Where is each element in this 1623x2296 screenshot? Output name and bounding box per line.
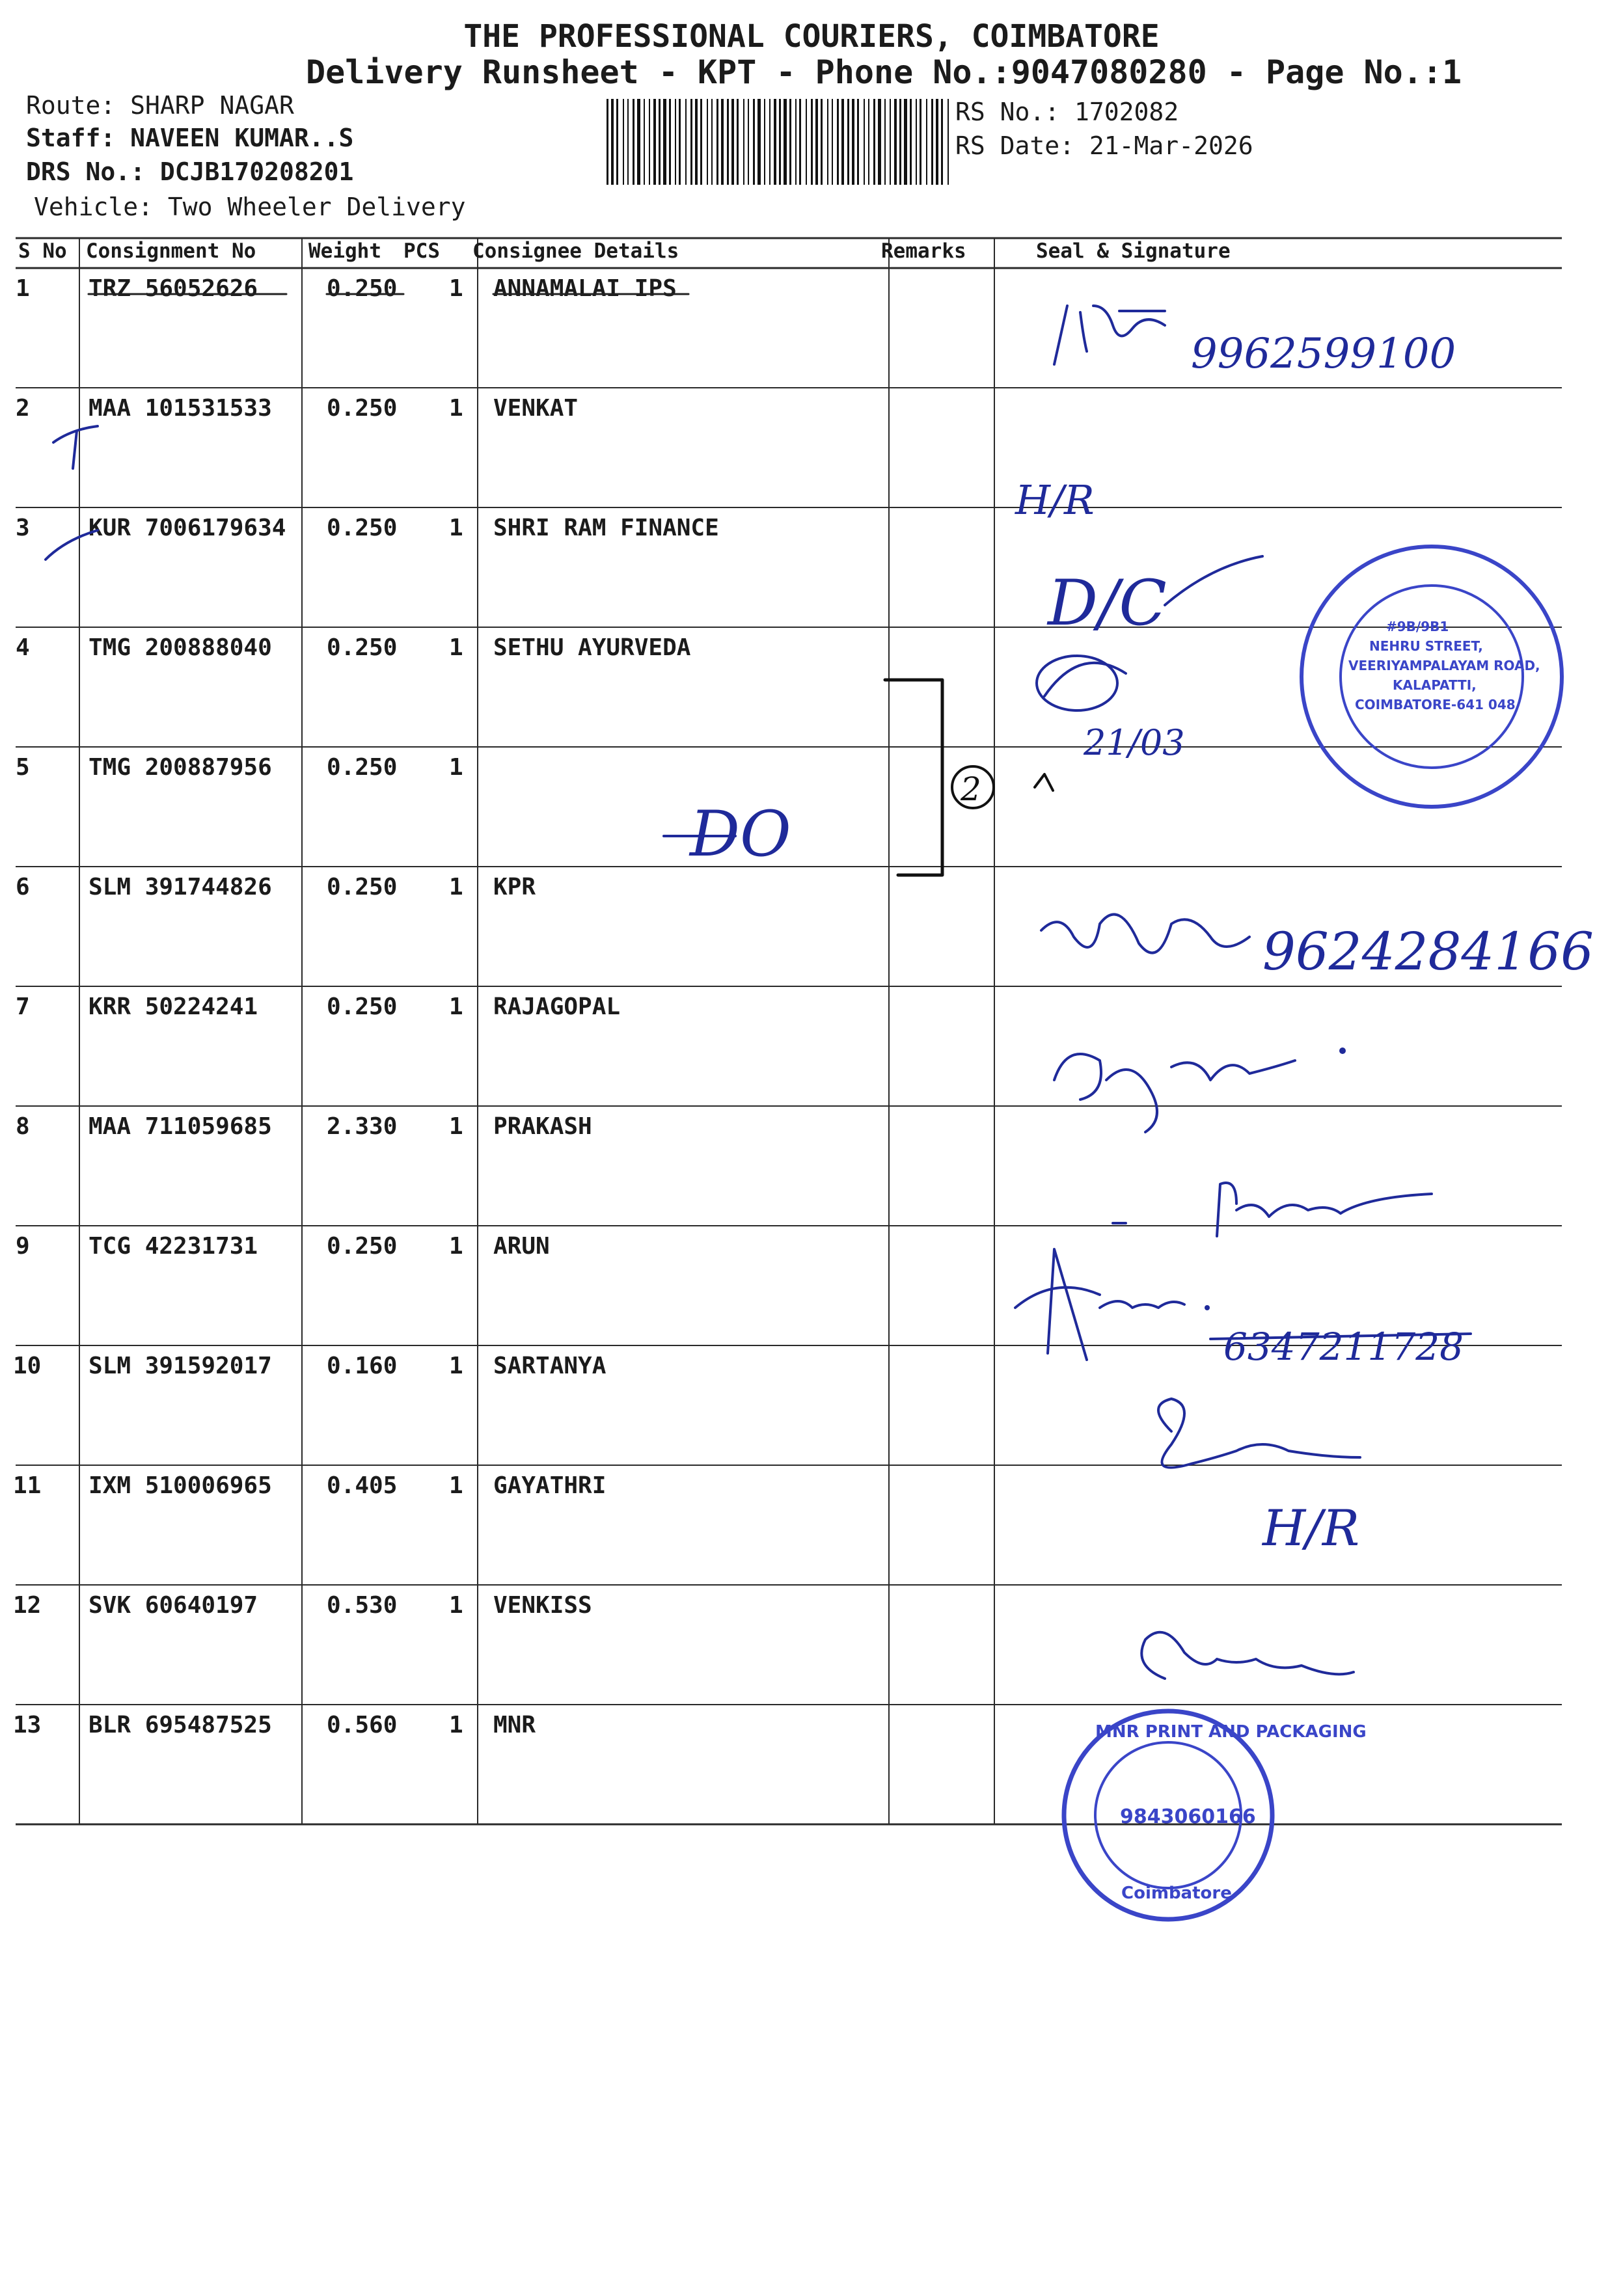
header-consignee: Consignee Details — [472, 239, 679, 263]
vehicle-line — [34, 193, 465, 221]
staff-label: Staff: — [26, 124, 116, 152]
row-sno: 1 — [16, 275, 30, 302]
sheet-title: THE PROFESSIONAL COURIERS, COIMBATORE — [463, 18, 1160, 55]
hospital-stamp-line-2: NEHRU STREET, — [1369, 638, 1483, 654]
signature-9 — [1015, 1249, 1184, 1360]
row-consignment: IXM 510006965 — [89, 1472, 272, 1499]
row-pcs: 1 — [449, 1472, 463, 1499]
tick-mark-2 — [53, 426, 98, 468]
signature-6 — [1041, 914, 1249, 952]
row-pcs: 1 — [449, 1712, 463, 1738]
row-consignment: SLM 391592017 — [89, 1353, 272, 1379]
rs-date-label: RS Date: — [955, 131, 1075, 160]
header-sno: S No — [18, 239, 67, 263]
phone-1: 9962599100 — [1191, 330, 1456, 378]
row-weight: 0.250 — [327, 993, 398, 1020]
signature-7 — [1054, 1054, 1295, 1132]
phone-9-underline — [1210, 1334, 1471, 1339]
signature-1 — [1054, 306, 1165, 364]
circle-mark — [952, 766, 994, 808]
row-pcs: 1 — [449, 993, 463, 1020]
signature-10 — [1158, 1399, 1360, 1468]
row-sno: 2 — [16, 395, 30, 422]
note-5: DO — [690, 798, 791, 871]
row-pcs: 1 — [449, 1233, 463, 1260]
row-consignment: SVK 60640197 — [89, 1592, 258, 1619]
row-pcs: 1 — [449, 1113, 463, 1140]
row-pcs: 1 — [449, 395, 463, 422]
barcode-icon — [605, 99, 950, 185]
header-remarks: Remarks — [881, 239, 966, 263]
route-label: Route: — [26, 91, 116, 120]
rs-date-value: 21-Mar-2026 — [1089, 131, 1253, 160]
row-consignee: ARUN — [493, 1233, 550, 1260]
hospital-stamp-line-3: VEERIYAMPALAYAM ROAD, — [1348, 658, 1540, 673]
mnr-stamp-title: MNR PRINT AND PACKAGING — [1095, 1722, 1367, 1742]
row-pcs: 1 — [449, 515, 463, 541]
note-2: H/R — [1015, 476, 1095, 524]
row-consignee: RAJAGOPAL — [493, 993, 621, 1020]
row-consignee: MNR — [493, 1712, 536, 1738]
rs-no-value: 1702082 — [1074, 98, 1179, 126]
phone-9: 6347211728 — [1223, 1325, 1464, 1369]
vehicle-label: Vehicle: — [34, 193, 154, 221]
row-pcs: 1 — [449, 634, 463, 661]
row-consignment: TRZ 56052626 — [89, 275, 258, 302]
row-consignment: MAA 711059685 — [89, 1113, 272, 1140]
row-pcs: 1 — [449, 754, 463, 781]
row-weight: 0.530 — [327, 1592, 398, 1619]
row-pcs: 1 — [449, 874, 463, 900]
date-4: 21/03 — [1084, 722, 1185, 763]
row-weight: 0.250 — [327, 754, 398, 781]
header-seal-signature: Seal & Signature — [1036, 239, 1231, 263]
rs-no-line — [955, 98, 1179, 126]
row-dividers — [16, 238, 1562, 1824]
route-line — [26, 91, 294, 120]
row-consignment: MAA 101531533 — [89, 395, 272, 422]
header-consignment: Consignment No — [86, 239, 256, 263]
row-consignee: GAYATHRI — [493, 1472, 607, 1499]
row-sno: 7 — [16, 993, 30, 1020]
row-consignment: SLM 391744826 — [89, 874, 272, 900]
row-weight: 0.250 — [327, 515, 398, 541]
hospital-stamp-line-5: COIMBATORE-641 048 — [1355, 697, 1516, 712]
signature-8 — [1217, 1183, 1432, 1236]
row-weight: 2.330 — [327, 1113, 398, 1140]
note-3: D/C — [1048, 567, 1167, 640]
row-weight: 0.250 — [327, 275, 398, 302]
row-weight: 0.250 — [327, 1233, 398, 1260]
row-pcs: 1 — [449, 275, 463, 302]
circle-mark-number: 2 — [961, 770, 981, 808]
row-weight: 0.160 — [327, 1353, 398, 1379]
row-consignee: SARTANYA — [493, 1353, 607, 1379]
initials-4 — [1044, 663, 1126, 696]
row-sno: 8 — [16, 1113, 30, 1140]
column-dividers — [79, 238, 994, 1824]
signature-12 — [1141, 1632, 1354, 1679]
row-weight: 0.250 — [327, 874, 398, 900]
row-weight: 0.250 — [327, 395, 398, 422]
header-weight: Weight — [308, 239, 381, 263]
sheet-subtitle: Delivery Runsheet - KPT - Phone No.:9047080280 - Page No.:1 — [306, 53, 1462, 91]
staff-value: NAVEEN KUMAR..S — [130, 124, 354, 152]
row-sno: 4 — [16, 634, 30, 661]
drs-line — [26, 157, 353, 186]
signature-3-tail — [1165, 556, 1262, 605]
hospital-stamp-line-4: KALAPATTI, — [1393, 677, 1477, 693]
hospital-stamp-line-1: #9B/9B1 — [1386, 619, 1449, 634]
row-sno: 3 — [16, 515, 30, 541]
row-consignee: VENKISS — [493, 1592, 592, 1619]
row-consignee: PRAKASH — [493, 1113, 592, 1140]
row-consignment: TMG 200887956 — [89, 754, 272, 781]
row-sno: 11 — [13, 1472, 42, 1499]
row-sno: 6 — [16, 874, 30, 900]
row-consignee: KPR — [493, 874, 536, 900]
mnr-stamp-city: Coimbatore — [1121, 1884, 1232, 1903]
mnr-seal-icon — [1064, 1711, 1367, 1919]
row-weight: 0.560 — [327, 1712, 398, 1738]
row-consignment: KRR 50224241 — [89, 993, 258, 1020]
dot-mark-7 — [1339, 1047, 1346, 1054]
row-consignment: KUR 7006179634 — [89, 515, 286, 541]
staff-line — [26, 124, 353, 152]
route-value: SHARP NAGAR — [130, 91, 294, 120]
remarks-bracket — [885, 680, 942, 875]
drs-label: DRS No.: — [26, 157, 146, 186]
row-consignment: TMG 200888040 — [89, 634, 272, 661]
row-sno: 5 — [16, 754, 30, 781]
caret-mark — [1035, 774, 1053, 790]
row-consignment: BLR 695487525 — [89, 1712, 272, 1738]
initials-loop-4 — [1037, 656, 1117, 710]
drs-value: DCJB170208201 — [159, 157, 354, 186]
rs-date-line — [955, 131, 1253, 160]
row-sno: 9 — [16, 1233, 30, 1260]
row-consignee: SETHU AYURVEDA — [493, 634, 691, 661]
row-sno: 13 — [13, 1712, 42, 1738]
note-11: H/R — [1262, 1499, 1360, 1557]
row-consignee: ANNAMALAI IPS — [493, 275, 677, 302]
row-sno: 10 — [13, 1353, 42, 1379]
row-consignee: VENKAT — [493, 395, 579, 422]
row-pcs: 1 — [449, 1592, 463, 1619]
row-consignment: TCG 42231731 — [89, 1233, 258, 1260]
phone-6: 9624284166 — [1262, 921, 1594, 982]
vehicle-value: Two Wheeler Delivery — [167, 193, 466, 221]
dot-mark-9 — [1205, 1305, 1210, 1310]
header-pcs: PCS — [403, 239, 440, 263]
row-weight: 0.250 — [327, 634, 398, 661]
row-weight: 0.405 — [327, 1472, 398, 1499]
rs-no-label: RS No.: — [955, 98, 1060, 126]
row-pcs: 1 — [449, 1353, 463, 1379]
row-sno: 12 — [13, 1592, 42, 1619]
row-consignee: SHRI RAM FINANCE — [493, 515, 719, 541]
mnr-stamp-phone: 9843060166 — [1120, 1805, 1256, 1828]
hospital-seal-icon — [1302, 547, 1562, 807]
